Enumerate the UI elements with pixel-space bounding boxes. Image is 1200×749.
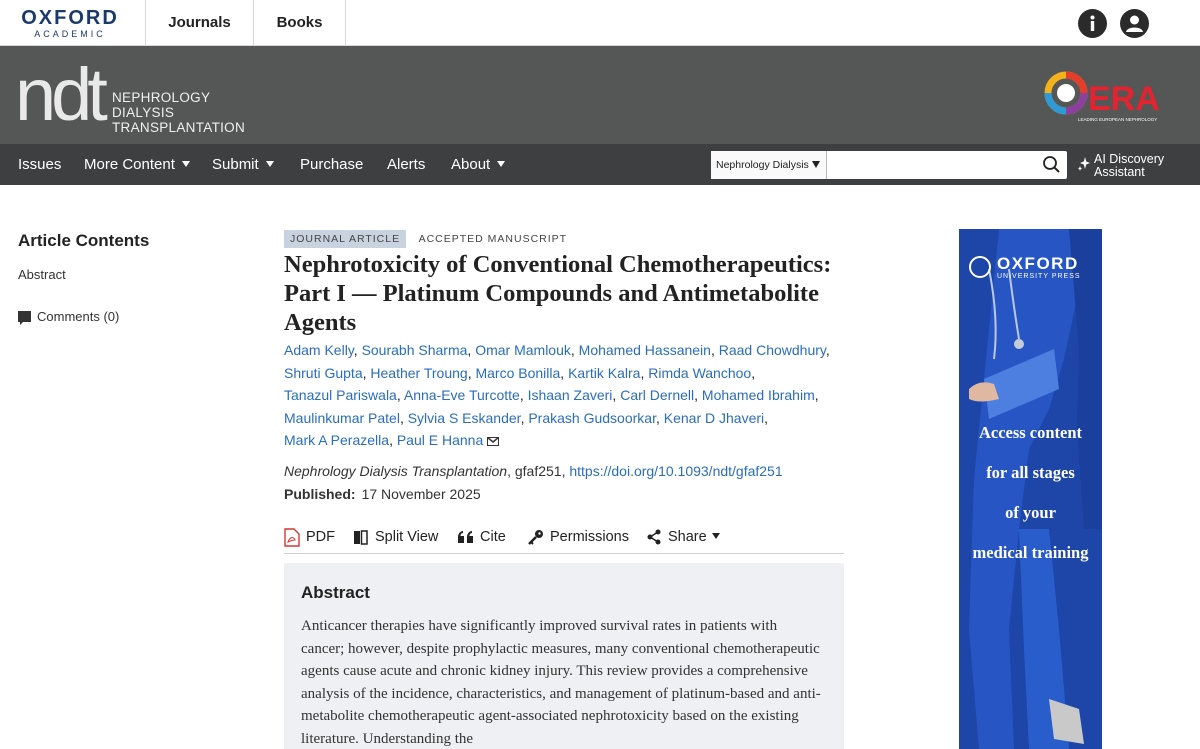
quote-icon: [458, 531, 474, 543]
tool-label: Split View: [375, 529, 439, 545]
citation-journal: Nephrology Dialysis Transplantation: [284, 463, 508, 479]
author-link[interactable]: Marco Bonilla: [475, 364, 561, 381]
divider: [345, 0, 346, 46]
author-link[interactable]: Ishaan Zaveri: [527, 387, 613, 403]
era-logo-tagline: LEADING EUROPEAN NEPHROLOGY: [1078, 117, 1158, 122]
author-link[interactable]: Maulinkumar Patel: [284, 409, 400, 426]
nav-purchase[interactable]: [300, 144, 363, 185]
author-link[interactable]: Raad Chowdhury: [718, 342, 826, 358]
citation-line: [284, 463, 783, 479]
journal-article-badge: JOURNAL ARTICLE: [284, 230, 406, 248]
ad-line: Access content: [978, 423, 1083, 442]
search-bar: [711, 151, 1067, 179]
oup-logo: [969, 255, 1081, 281]
nav-label: More Content: [84, 156, 175, 173]
article-title: Nephrotoxicity of Conventional Chemotherapeutics: Part I — Platinum Compounds and Antimetabolite Agents: [284, 251, 832, 336]
author-link[interactable]: Prakash Gudsoorkar: [528, 409, 656, 426]
era-logo[interactable]: [1044, 68, 1169, 128]
author-list: Adam Kelly, Sourabh Sharma, Omar Mamlouk, Mohamed Hassanein, Raad Chowdhury, Shruti Gupta, Heather Troung, Marco Bonilla, Kartik Kalra, Rimda Wanchoo, Tanazul Pariswala, Anna-Eve Turcotte, Ishaan Zaveri, Carl Dernell, Mohamed Ibrahim, Maulinkumar Patel, Sylvia S Eskander, Prakash Gudsoorkar, Kenar D Jhaveri, Mark A Perazella, Paul E Hanna: [284, 342, 830, 448]
logo-sub-text: ACADEMIC: [34, 29, 106, 39]
nav-issues[interactable]: [18, 144, 61, 185]
email-envelope-icon[interactable]: [487, 437, 499, 446]
journal-name: [112, 90, 245, 135]
author-link[interactable]: Paul E Hanna: [396, 432, 484, 448]
pdf-button[interactable]: [284, 526, 335, 548]
article-type: [284, 229, 567, 248]
ai-label-line: AI Discovery: [1094, 152, 1165, 166]
caret-down-icon: [182, 161, 190, 167]
journals-link[interactable]: Journals: [168, 14, 231, 31]
journal-name-line: NEPHROLOGY: [112, 90, 211, 105]
oup-emblem-icon: [969, 256, 991, 278]
author-link[interactable]: Kenar D Jhaveri: [663, 409, 765, 426]
nav-label: Submit: [212, 156, 259, 173]
search-icon[interactable]: [1041, 155, 1063, 175]
tool-label: Share: [668, 529, 707, 545]
comment-icon: [18, 311, 31, 322]
ad-line: for all stages: [986, 463, 1075, 482]
doi-link[interactable]: https://doi.org/10.1093/ndt/gfaf251: [569, 463, 783, 479]
abstract-text: Anticancer therapies have significantly improved survival rates in patients with cancer; however, despite prophylactic measures, many conventional chemotherapeutic agents cause acute and chronic kidney injury. This review provides a comprehensive analysis of the incidence, characteristics, and management of platinum-based and anti-metabolite chemotherapeutic agent-associated nephrotoxicity based on the existing literature. Understanding the: [301, 618, 821, 747]
article-contents-heading: Article Contents: [18, 231, 150, 250]
author-link[interactable]: Rimda Wanchoo: [648, 364, 752, 381]
nav-label: Purchase: [300, 156, 364, 173]
search-input[interactable]: [828, 151, 1038, 179]
author-link[interactable]: Sylvia S Eskander: [407, 409, 521, 426]
nav-label: Issues: [18, 156, 62, 173]
nav-more-content[interactable]: [84, 144, 190, 185]
abstract-section: [284, 563, 844, 749]
search-scope-value: Nephrology Dialysis: [716, 159, 809, 171]
comments-link[interactable]: [18, 309, 119, 324]
top-bar: [0, 0, 1200, 46]
ai-discovery-assistant-button[interactable]: [1078, 153, 1164, 179]
user-account-icon[interactable]: [1120, 9, 1149, 38]
ai-label-line: Assistant: [1094, 165, 1145, 179]
ad-logo-sub: UNIVERSITY PRESS: [997, 273, 1081, 280]
permissions-button[interactable]: [528, 526, 629, 548]
journal-name-line: TRANSPLANTATION: [112, 120, 246, 135]
books-link[interactable]: Books: [276, 14, 323, 31]
nav-alerts[interactable]: [387, 144, 425, 185]
cite-button[interactable]: [458, 526, 506, 548]
tool-label: Permissions: [550, 529, 629, 545]
author-link[interactable]: Sourabh Sharma: [361, 342, 468, 358]
share-icon: [646, 529, 662, 545]
author-link[interactable]: Carl Dernell: [620, 387, 695, 403]
caret-down-icon: [712, 533, 720, 539]
ad-line: medical training: [972, 543, 1089, 562]
author-link[interactable]: Shruti Gupta: [284, 364, 363, 381]
published-label: Published:: [284, 486, 356, 502]
author-link[interactable]: Mohamed Ibrahim: [701, 387, 815, 403]
journal-name-line: DIALYSIS: [112, 105, 175, 120]
nav-submit[interactable]: [212, 144, 274, 185]
ad-headline: [959, 413, 1102, 573]
comments-label: Comments (0): [37, 309, 120, 324]
author-link[interactable]: Kartik Kalra: [568, 364, 641, 381]
tool-label: PDF: [306, 529, 335, 545]
author-link[interactable]: Tanazul Pariswala: [284, 387, 397, 403]
share-button[interactable]: [646, 526, 720, 548]
oxford-academic-logo[interactable]: [18, 8, 122, 39]
author-link[interactable]: Anna-Eve Turcotte: [403, 387, 520, 403]
pdf-icon: [284, 528, 300, 547]
ndt-logo[interactable]: ndt: [15, 53, 103, 136]
search-scope-select[interactable]: [711, 151, 827, 179]
author-link[interactable]: Mohamed Hassanein: [578, 342, 711, 358]
accepted-manuscript-label: ACCEPTED MANUSCRIPT: [418, 233, 568, 245]
ad-line: of your: [1005, 503, 1056, 522]
sparkle-icon: [1078, 157, 1090, 171]
key-icon: [528, 529, 544, 545]
advertisement[interactable]: [959, 229, 1102, 749]
abstract-heading: Abstract: [301, 583, 370, 602]
article-tools: [284, 522, 844, 554]
author-link[interactable]: Omar Mamlouk: [475, 342, 571, 358]
nav-about[interactable]: [451, 144, 505, 185]
author-link[interactable]: Heather Troung: [370, 364, 468, 381]
info-icon[interactable]: [1078, 9, 1107, 38]
journal-header: [0, 46, 1200, 144]
author-link[interactable]: Mark A Perazella: [284, 432, 390, 448]
dropdown-arrow-icon: [812, 161, 820, 168]
tool-label: Cite: [480, 529, 506, 545]
ad-logo-main: OXFORD: [997, 254, 1079, 273]
caret-down-icon: [497, 161, 505, 167]
split-view-button[interactable]: [353, 526, 438, 548]
split-view-icon: [353, 530, 368, 545]
sidebar-item-abstract[interactable]: Abstract: [18, 267, 66, 282]
nav-label: About: [451, 156, 491, 173]
citation-article-id: , gfaf251,: [507, 463, 570, 479]
nav-label: Alerts: [387, 156, 426, 173]
caret-down-icon: [266, 161, 274, 167]
published-line: [284, 486, 481, 502]
main-nav: [0, 144, 1200, 185]
author-link[interactable]: Adam Kelly: [284, 342, 354, 358]
published-date: 17 November 2025: [361, 486, 481, 502]
logo-main-text: OXFORD: [21, 7, 119, 29]
era-logo-text: ERA: [1088, 80, 1160, 118]
